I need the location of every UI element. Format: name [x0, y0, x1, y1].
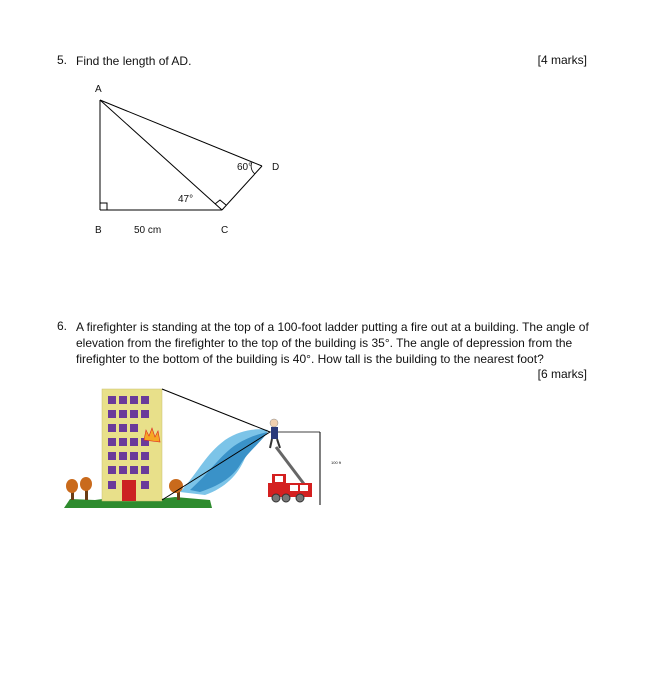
tree	[66, 479, 78, 493]
question-6-marks: [6 marks]	[537, 367, 587, 381]
question-6-line-3: firefighter to the bottom of the building is 40°. How tall is the building to the nearest foot?	[76, 352, 544, 366]
angle-d-label: 60°	[237, 162, 253, 173]
label-a: A	[95, 84, 102, 95]
right-angle-b	[100, 203, 107, 210]
side-ac	[100, 100, 222, 210]
firefighter	[270, 419, 278, 427]
label-d: D	[272, 162, 280, 173]
label-b: B	[95, 225, 102, 236]
question-5-marks: [4 marks]	[537, 53, 587, 67]
ladder-length-label: 100 ft	[331, 460, 342, 465]
tree	[80, 477, 92, 491]
question-5-text: Find the length of AD.	[76, 54, 192, 68]
question-5-number: 5.	[57, 53, 68, 67]
side-ad	[100, 100, 262, 166]
question-6-line-2: elevation from the firefighter to the top of the building is 35°. The angle of depression from the	[76, 336, 573, 350]
right-angle-c	[215, 200, 226, 205]
firefighter-illustration	[64, 389, 320, 508]
length-bc-label: 50 cm	[134, 225, 162, 236]
angle-c-label: 47°	[178, 194, 194, 205]
question-6-number: 6.	[57, 319, 68, 333]
question-6-line-1: A firefighter is standing at the top of a 100-foot ladder putting a fire out at a building. The angle of	[76, 320, 589, 334]
label-c: C	[221, 225, 229, 236]
building-door	[122, 480, 136, 501]
elevation-line	[162, 389, 270, 432]
